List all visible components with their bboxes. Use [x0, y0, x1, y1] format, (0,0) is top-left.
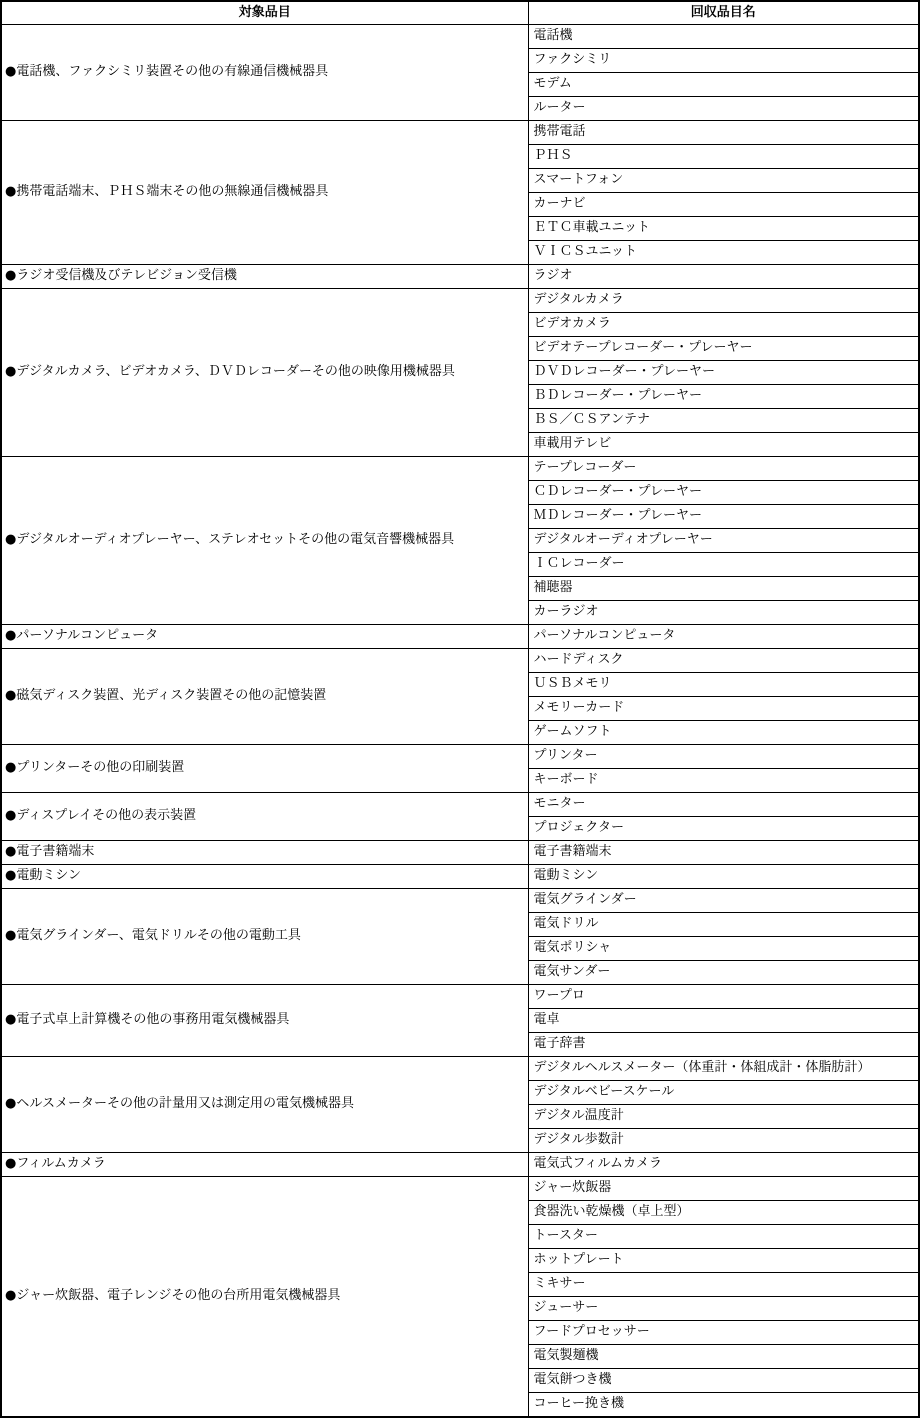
- header-collected-item-names: 回収品目名: [528, 1, 919, 25]
- item-cell: 食器洗い乾燥機（卓上型）: [528, 1201, 919, 1225]
- category-cell: ●電動ミシン: [1, 865, 528, 889]
- table-row: [1, 457, 919, 481]
- item-cell: プリンター: [528, 745, 919, 769]
- table-row: [1, 841, 919, 865]
- table-row: [1, 1057, 919, 1081]
- table-row: [1, 889, 919, 913]
- item-cell: スマートフォン: [528, 169, 919, 193]
- header-target-items: 対象品目: [1, 1, 528, 25]
- item-cell: ＵＳＢメモリ: [528, 673, 919, 697]
- item-cell: ファクシミリ: [528, 49, 919, 73]
- table-row: [1, 985, 919, 1009]
- table-header: [1, 1, 919, 25]
- item-cell: 電気製麺機: [528, 1345, 919, 1369]
- item-cell: ＶＩＣＳユニット: [528, 241, 919, 265]
- item-cell: 電動ミシン: [528, 865, 919, 889]
- item-cell: デジタル歩数計: [528, 1129, 919, 1153]
- category-cell: ●電気グラインダー、電気ドリルその他の電動工具: [1, 889, 528, 985]
- item-cell: ＢＤレコーダー・プレーヤー: [528, 385, 919, 409]
- table-row: [1, 793, 919, 817]
- table-row: [1, 265, 919, 289]
- table-row: [1, 25, 919, 49]
- item-cell: 電子書籍端末: [528, 841, 919, 865]
- category-cell: ●電子式卓上計算機その他の事務用電気機械器具: [1, 985, 528, 1057]
- category-cell: ●パーソナルコンピュータ: [1, 625, 528, 649]
- item-cell: テープレコーダー: [528, 457, 919, 481]
- table-body: [1, 25, 919, 1418]
- category-cell: ●ヘルスメーターその他の計量用又は測定用の電気機械器具: [1, 1057, 528, 1153]
- item-cell: デジタルヘルスメーター（体重計・体組成計・体脂肪計）: [528, 1057, 919, 1081]
- item-cell: ラジオ: [528, 265, 919, 289]
- item-cell: 携帯電話: [528, 121, 919, 145]
- table-row: [1, 865, 919, 889]
- item-cell: ＩＣレコーダー: [528, 553, 919, 577]
- item-cell: カーナビ: [528, 193, 919, 217]
- table-row: [1, 121, 919, 145]
- item-cell: 電気サンダー: [528, 961, 919, 985]
- category-cell: ●携帯電話端末、ＰＨＳ端末その他の無線通信機械器具: [1, 121, 528, 265]
- item-cell: メモリーカード: [528, 697, 919, 721]
- header-row: [1, 1, 919, 25]
- category-cell: ●プリンターその他の印刷装置: [1, 745, 528, 793]
- item-cell: デジタルベビースケール: [528, 1081, 919, 1105]
- table-row: [1, 625, 919, 649]
- item-cell: カーラジオ: [528, 601, 919, 625]
- category-cell: ●ジャー炊飯器、電子レンジその他の台所用電気機械器具: [1, 1177, 528, 1418]
- table-row: [1, 1153, 919, 1177]
- item-cell: ビデオテープレコーダー・プレーヤー: [528, 337, 919, 361]
- category-cell: ●ディスプレイその他の表示装置: [1, 793, 528, 841]
- item-cell: 電気ドリル: [528, 913, 919, 937]
- item-cell: トースター: [528, 1225, 919, 1249]
- item-cell: 車載用テレビ: [528, 433, 919, 457]
- item-cell: ハードディスク: [528, 649, 919, 673]
- item-cell: ＰＨＳ: [528, 145, 919, 169]
- item-cell: ＥＴＣ車載ユニット: [528, 217, 919, 241]
- table-row: [1, 289, 919, 313]
- category-cell: ●デジタルオーディオプレーヤー、ステレオセットその他の電気音響機械器具: [1, 457, 528, 625]
- item-cell: 電気餅つき機: [528, 1369, 919, 1393]
- item-cell: コーヒー挽き機: [528, 1393, 919, 1418]
- item-cell: モニター: [528, 793, 919, 817]
- table-row: [1, 1177, 919, 1201]
- item-cell: プロジェクター: [528, 817, 919, 841]
- item-cell: ＤＶＤレコーダー・プレーヤー: [528, 361, 919, 385]
- category-cell: ●デジタルカメラ、ビデオカメラ、ＤＶＤレコーダーその他の映像用機械器具: [1, 289, 528, 457]
- item-cell: キーボード: [528, 769, 919, 793]
- item-cell: 電気ポリシャ: [528, 937, 919, 961]
- item-cell: ゲームソフト: [528, 721, 919, 745]
- category-cell: ●ラジオ受信機及びテレビジョン受信機: [1, 265, 528, 289]
- item-cell: ホットプレート: [528, 1249, 919, 1273]
- item-cell: パーソナルコンピュータ: [528, 625, 919, 649]
- item-cell: 補聴器: [528, 577, 919, 601]
- item-cell: ＣＤレコーダー・プレーヤー: [528, 481, 919, 505]
- item-cell: フードプロセッサー: [528, 1321, 919, 1345]
- category-cell: ●磁気ディスク装置、光ディスク装置その他の記憶装置: [1, 649, 528, 745]
- item-cell: 電卓: [528, 1009, 919, 1033]
- item-cell: デジタル温度計: [528, 1105, 919, 1129]
- item-cell: 電話機: [528, 25, 919, 49]
- item-cell: ワープロ: [528, 985, 919, 1009]
- table-row: [1, 745, 919, 769]
- item-cell: デジタルカメラ: [528, 289, 919, 313]
- item-cell: ミキサー: [528, 1273, 919, 1297]
- item-cell: モデム: [528, 73, 919, 97]
- item-cell: ＢＳ／ＣＳアンテナ: [528, 409, 919, 433]
- category-cell: ●電子書籍端末: [1, 841, 528, 865]
- item-cell: ジャー炊飯器: [528, 1177, 919, 1201]
- category-cell: ●フィルムカメラ: [1, 1153, 528, 1177]
- category-cell: ●電話機、ファクシミリ装置その他の有線通信機械器具: [1, 25, 528, 121]
- item-cell: ジューサー: [528, 1297, 919, 1321]
- item-cell: デジタルオーディオプレーヤー: [528, 529, 919, 553]
- item-cell: 電気グラインダー: [528, 889, 919, 913]
- table-row: [1, 649, 919, 673]
- item-cell: 電気式フィルムカメラ: [528, 1153, 919, 1177]
- item-cell: 電子辞書: [528, 1033, 919, 1057]
- item-cell: ＭＤレコーダー・プレーヤー: [528, 505, 919, 529]
- item-cell: ルーター: [528, 97, 919, 121]
- item-cell: ビデオカメラ: [528, 313, 919, 337]
